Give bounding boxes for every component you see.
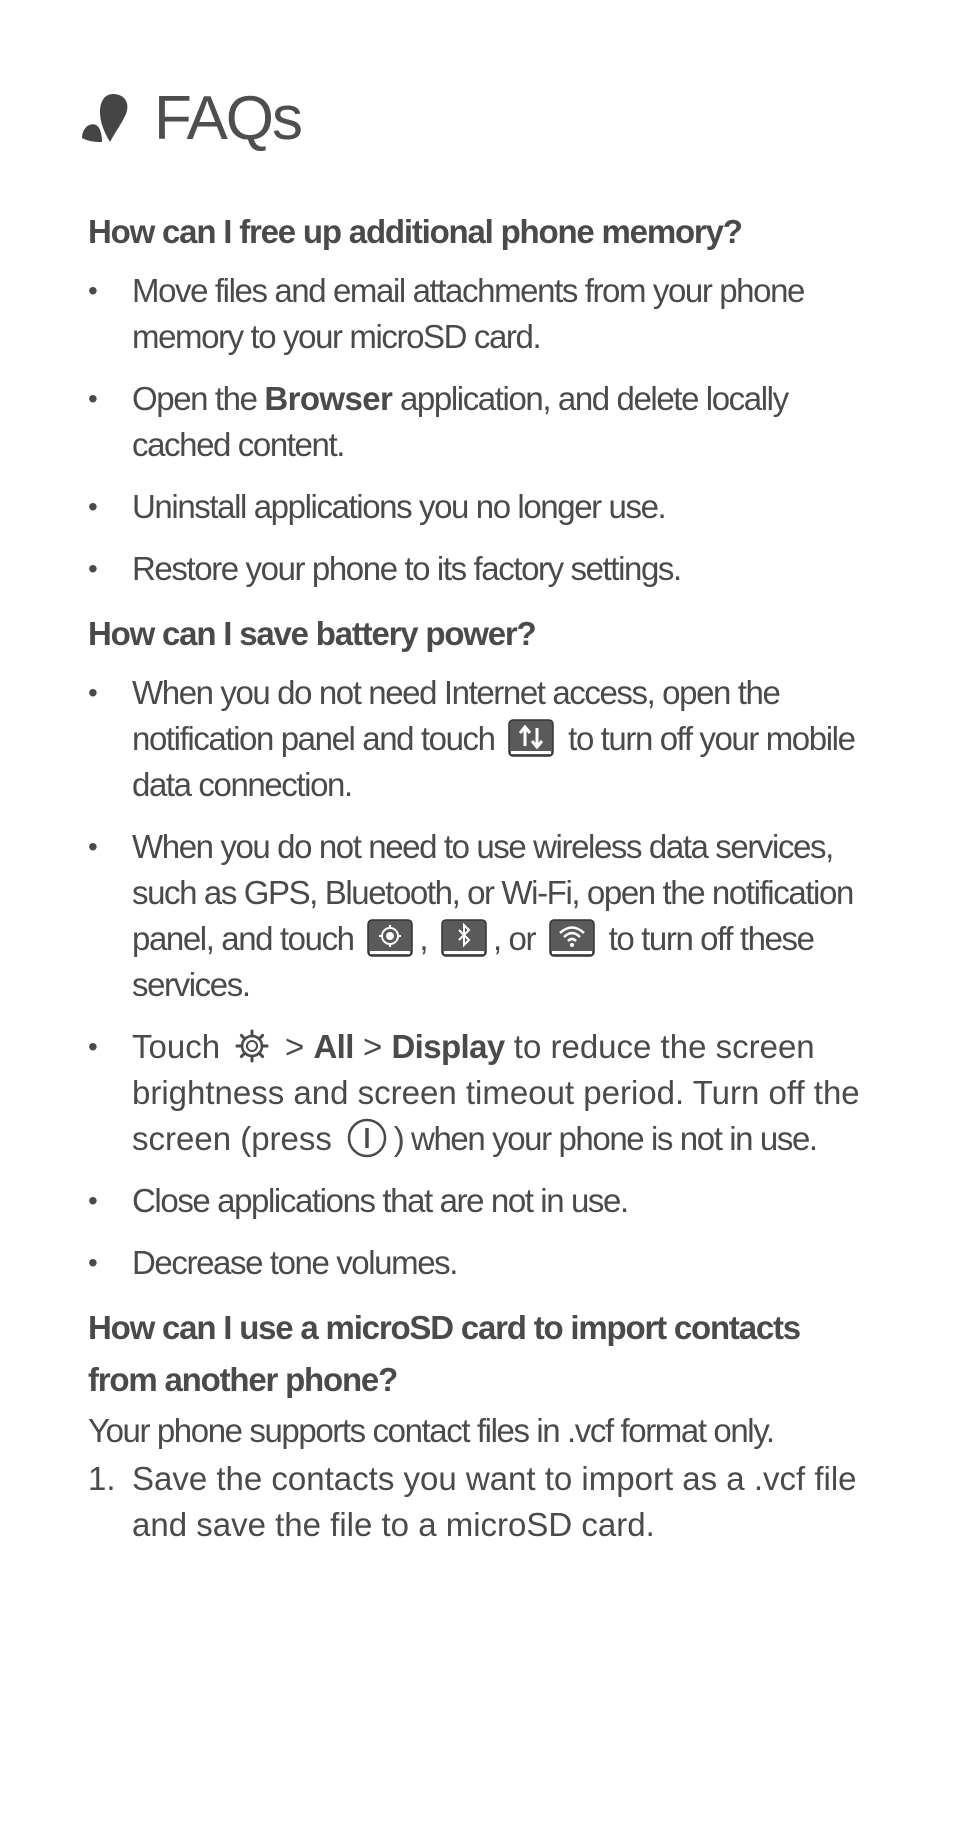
- display-setting-label: Display: [391, 1028, 505, 1065]
- import-steps-list: [88, 1456, 868, 1548]
- list-item: • Open the Browser application, and delete locally cached content.: [88, 376, 868, 468]
- mobile-data-toggle-icon: [508, 719, 554, 757]
- list-item: • When you do not need to use wireless data services, such as GPS, Bluetooth, or Wi-Fi, open the notification panel, and touch , , or to turn off these services.: [88, 824, 868, 1008]
- list-item: • When you do not need Internet access, open the notification panel and touch to turn off your mobile data connection.: [88, 670, 868, 808]
- list-item: • Touch > All > Display to reduce the screen brightness and screen timeout period. Turn off the screen (press ) when your phone is not in use.: [88, 1024, 868, 1162]
- step-item: 1. Save the contacts you want to import as a .vcf file and save the file to a microSD card.: [88, 1456, 868, 1548]
- faq-question-memory: How can I free up additional phone memory?: [88, 213, 742, 250]
- page-header: [80, 84, 302, 153]
- settings-gear-icon: [234, 1028, 270, 1064]
- browser-app-name: Browser: [264, 380, 393, 417]
- huawei-petal-logo-icon: [80, 92, 138, 146]
- list-item: • Decrease tone volumes.: [88, 1240, 868, 1286]
- step-number: 1.: [88, 1460, 116, 1498]
- all-tab-label: All: [313, 1028, 354, 1065]
- list-item: • Restore your phone to its factory settings.: [88, 546, 868, 592]
- page-title: FAQs: [154, 84, 302, 153]
- power-button-icon: [346, 1117, 388, 1159]
- faq-question-import-contacts: How can I use a microSD card to import contacts from another phone?: [88, 1309, 800, 1399]
- wifi-toggle-icon: [549, 919, 595, 957]
- faq-answer-list-battery: [88, 670, 868, 1286]
- faq-answer-list-memory: [88, 268, 868, 592]
- list-item: • Move files and email attachments from your phone memory to your microSD card.: [88, 268, 868, 360]
- list-item: • Close applications that are not in use.: [88, 1178, 868, 1224]
- faq-question-battery: How can I save battery power?: [88, 615, 536, 652]
- list-item: • Uninstall applications you no longer use.: [88, 484, 868, 530]
- vcf-format-note: Your phone supports contact files in .vcf format only.: [88, 1412, 774, 1450]
- gps-toggle-icon: [367, 919, 413, 957]
- bluetooth-toggle-icon: [441, 919, 487, 957]
- faq-content: [88, 206, 868, 1548]
